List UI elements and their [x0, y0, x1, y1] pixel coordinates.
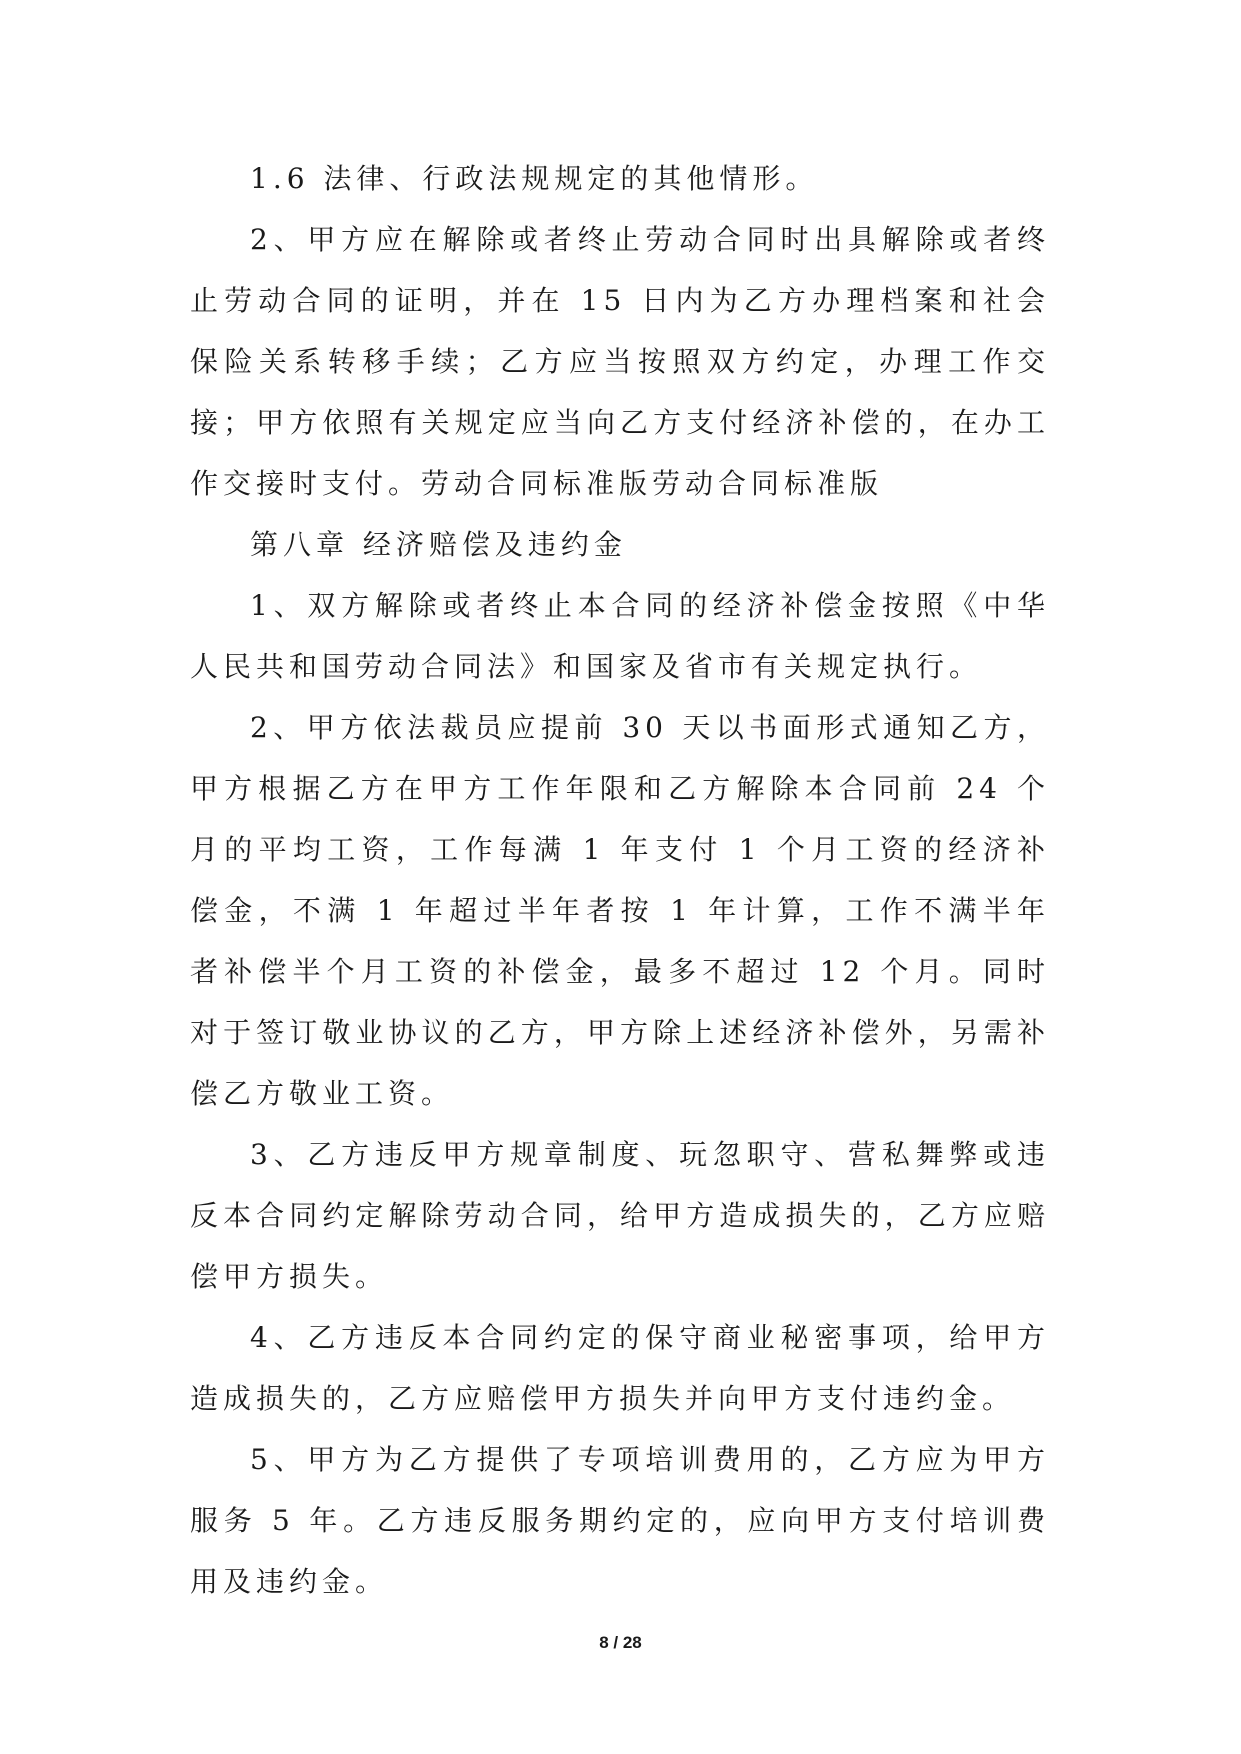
document-body	[190, 148, 1050, 1612]
paragraph-compensation-basis: 1、双方解除或者终止本合同的经济补偿金按照《中华人民共和国劳动合同法》和国家及省市有关规定执行。	[190, 589, 1050, 683]
paragraph-layoff-compensation: 2、甲方依法裁员应提前 30 天以书面形式通知乙方，甲方根据乙方在甲方工作年限和乙方解除本合同前 24 个月的平均工资，工作每满 1 年支付 1 个月工资的经济补偿金，不满 1 年超过半年者按 1 年计算，工作不满半年者补偿半个月工资的补偿金，最多不超过 12 个月。同时对于签订敬业协议的乙方，甲方除上述经济补偿外，另需补偿乙方敬业工资。	[190, 711, 1050, 1110]
chapter-8-heading: 第八章 经济赔偿及违约金	[250, 528, 627, 561]
paragraph-termination-certificate: 2、甲方应在解除或者终止劳动合同时出具解除或者终止劳动合同的证明，并在 15 日内为乙方办理档案和社会保险关系转移手续；乙方应当按照双方约定，办理工作交接；甲方依照有关规定应当向乙方支付经济补偿的，在办工作交接时支付。劳动合同标准版劳动合同标准版	[190, 223, 1050, 500]
paragraph-training-service-period: 5、甲方为乙方提供了专项培训费用的，乙方应为甲方服务 5 年。乙方违反服务期约定的，应向甲方支付培训费用及违约金。	[190, 1443, 1050, 1598]
paragraph-1-6: 1.6 法律、行政法规规定的其他情形。	[250, 162, 819, 195]
page-number: 8 / 28	[599, 1633, 642, 1652]
paragraph-trade-secrets: 4、乙方违反本合同约定的保守商业秘密事项，给甲方造成损失的，乙方应赔偿甲方损失并向甲方支付违约金。	[190, 1321, 1050, 1415]
paragraph-employee-violation: 3、乙方违反甲方规章制度、玩忽职守、营私舞弊或违反本合同约定解除劳动合同，给甲方造成损失的，乙方应赔偿甲方损失。	[190, 1138, 1050, 1293]
